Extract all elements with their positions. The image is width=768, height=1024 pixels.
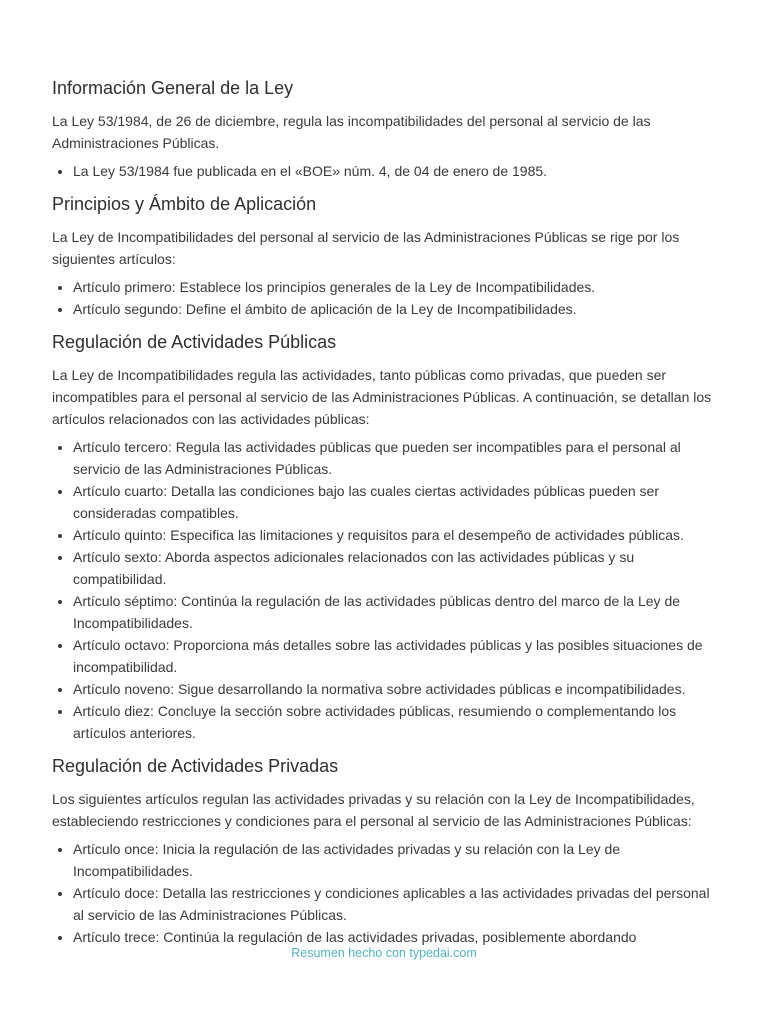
- bullet-list: [52, 160, 718, 182]
- list-item: • Artículo sexto: Aborda aspectos adicionales relacionados con las actividades públicas y su compatibilidad.: [73, 546, 718, 590]
- section-principios: [52, 190, 718, 320]
- section-title: Principios y Ámbito de Aplicación: [52, 194, 317, 214]
- section-intro: Los siguientes artículos regulan las actividades privadas y su relación con la Ley de Incompatibilidades, estableciendo restricciones y condiciones para el personal al servicio de las Administraciones Públicas:: [52, 791, 695, 829]
- section-actividades-privadas: [52, 752, 718, 948]
- section-intro: La Ley de Incompatibilidades regula las actividades, tanto públicas como privadas, que pueden ser incompatibles para el personal al servicio de las Administraciones Públicas. A continuación, se detallan los artículos relacionados con las actividades públicas:: [52, 367, 712, 427]
- footer-credit: [0, 946, 768, 960]
- list-item: • Artículo quinto: Especifica las limitaciones y requisitos para el desempeño de actividades públicas.: [73, 524, 718, 546]
- section-informacion-general: [52, 74, 718, 182]
- bullet-list: [52, 276, 718, 320]
- list-item: • Artículo tercero: Regula las actividades públicas que pueden ser incompatibles para el personal al servicio de las Administraciones Públicas.: [73, 436, 718, 480]
- list-item: • Artículo noveno: Sigue desarrollando la normativa sobre actividades públicas e incompatibilidades.: [73, 678, 718, 700]
- section-intro: La Ley de Incompatibilidades del personal al servicio de las Administraciones Públicas se rige por los siguientes artículos:: [52, 229, 680, 267]
- list-item: • La Ley 53/1984 fue publicada en el «BOE» núm. 4, de 04 de enero de 1985.: [73, 160, 718, 182]
- list-item: • Artículo primero: Establece los principios generales de la Ley de Incompatibilidades.: [73, 276, 718, 298]
- list-item: • Artículo séptimo: Continúa la regulación de las actividades públicas dentro del marco de la Ley de Incompatibilidades.: [73, 590, 718, 634]
- bullet-list: [52, 436, 718, 744]
- section-title: Regulación de Actividades Públicas: [52, 332, 337, 352]
- list-item: • Artículo cuarto: Detalla las condiciones bajo las cuales ciertas actividades públicas pueden ser consideradas compatibles.: [73, 480, 718, 524]
- list-item: • Artículo trece: Continúa la regulación de las actividades privadas, posiblemente abordando: [73, 926, 718, 948]
- section-title: Información General de la Ley: [52, 78, 294, 98]
- document-body: [52, 74, 718, 956]
- list-item: • Artículo doce: Detalla las restricciones y condiciones aplicables a las actividades privadas del personal al servicio de las Administraciones Públicas.: [73, 882, 718, 926]
- section-actividades-publicas: [52, 328, 718, 744]
- list-item: • Artículo segundo: Define el ámbito de aplicación de la Ley de Incompatibilidades.: [73, 298, 718, 320]
- section-title: Regulación de Actividades Privadas: [52, 756, 339, 776]
- list-item: • Artículo diez: Concluye la sección sobre actividades públicas, resumiendo o complementando los artículos anteriores.: [73, 700, 718, 744]
- bullet-list: [52, 838, 718, 948]
- list-item: • Artículo octavo: Proporciona más detalles sobre las actividades públicas y las posibles situaciones de incompatibilidad.: [73, 634, 718, 678]
- footer-link[interactable]: Resumen hecho con typedai.com: [291, 946, 477, 960]
- list-item: • Artículo once: Inicia la regulación de las actividades privadas y su relación con la Ley de Incompatibilidades.: [73, 838, 718, 882]
- section-intro: La Ley 53/1984, de 26 de diciembre, regula las incompatibilidades del personal al servicio de las Administraciones Públicas.: [52, 113, 651, 151]
